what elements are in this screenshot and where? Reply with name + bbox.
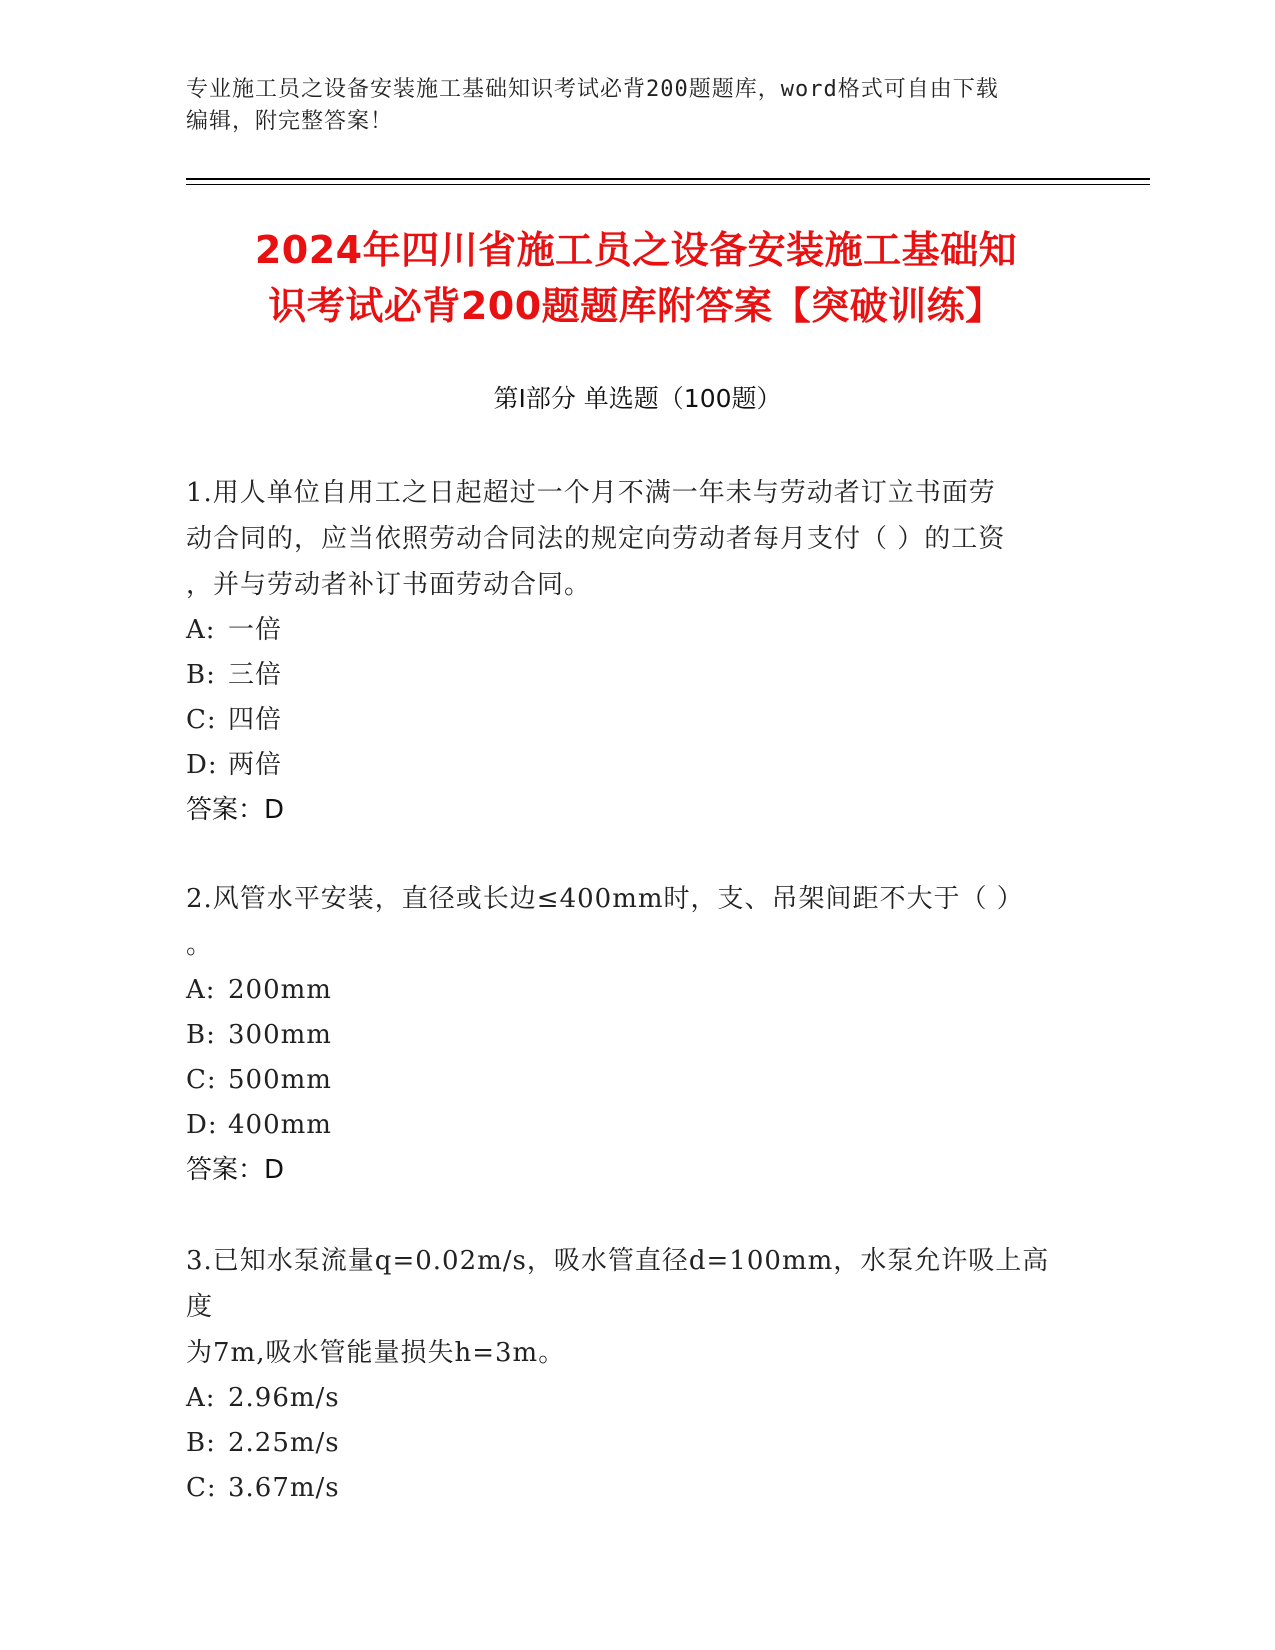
- question-2: [186, 876, 1066, 1192]
- option-letter: C:: [186, 1473, 217, 1503]
- option-text: 300mm: [228, 1020, 332, 1050]
- document-title-line-2: 识考试必背200题题库附答案【突破训练】: [268, 284, 1004, 328]
- option-letter: A:: [186, 1383, 216, 1413]
- section-heading: 第Ⅰ部分 单选题（100题）: [493, 384, 782, 413]
- option-letter: A:: [186, 615, 216, 645]
- option-letter: D:: [186, 750, 218, 780]
- option-text: 一倍: [228, 615, 283, 645]
- question-stem-line: 1.用人单位自用工之日起超过一个月不满一年未与劳动者订立书面劳: [186, 478, 996, 508]
- question-stem-line: ，并与劳动者补订书面劳动合同。: [186, 570, 592, 600]
- answer: 答案：D: [186, 1155, 285, 1185]
- option-text: 2.25m/s: [228, 1428, 340, 1458]
- option-d: [186, 1103, 1066, 1148]
- option-c: [186, 698, 1066, 743]
- document-title-line-1: 2024年四川省施工员之设备安装施工基础知: [254, 228, 1018, 272]
- option-b: [186, 1421, 1066, 1466]
- header-rule-thick: [186, 178, 1150, 180]
- option-a: [186, 1376, 1066, 1421]
- question-stem-line: 2.风管水平安装，直径或长边≤400mm时，支、吊架间距不大于（ ）: [186, 884, 1024, 914]
- option-d: [186, 743, 1066, 788]
- question-stem-line: 动合同的，应当依照劳动合同法的规定向劳动者每月支付（ ）的工资: [186, 524, 1006, 554]
- header-rule-thin: [186, 184, 1150, 185]
- document-title: [186, 222, 1086, 334]
- question-stem-line: 。: [186, 930, 214, 960]
- answer: 答案：D: [186, 795, 285, 825]
- option-text: 500mm: [228, 1065, 332, 1095]
- question-stem-line: 3.已知水泵流量q=0.02m/s，吸水管直径d=100mm，水泵允许吸上高度: [186, 1246, 1050, 1322]
- header-note-line-1: 专业施工员之设备安装施工基础知识考试必背200题题库，word格式可自由下载: [186, 77, 999, 102]
- option-b: [186, 1013, 1066, 1058]
- option-text: 2.96m/s: [228, 1383, 340, 1413]
- question-stem-line: 为7m,吸水管能量损失h=3m。: [186, 1338, 566, 1368]
- option-a: [186, 608, 1066, 653]
- option-letter: D:: [186, 1110, 218, 1140]
- option-letter: A:: [186, 975, 216, 1005]
- option-b: [186, 653, 1066, 698]
- header-note-line-2: 编辑，附完整答案！: [186, 109, 394, 134]
- question-3: [186, 1238, 1066, 1511]
- option-text: 两倍: [228, 750, 283, 780]
- option-text: 3.67m/s: [228, 1473, 340, 1503]
- option-a: [186, 968, 1066, 1013]
- option-letter: C:: [186, 1065, 217, 1095]
- option-letter: B:: [186, 1428, 216, 1458]
- question-1: [186, 470, 1066, 832]
- option-letter: B:: [186, 660, 216, 690]
- header-note: [186, 74, 1086, 138]
- option-text: 400mm: [228, 1110, 332, 1140]
- option-text: 200mm: [228, 975, 332, 1005]
- option-letter: C:: [186, 705, 217, 735]
- option-text: 三倍: [228, 660, 283, 690]
- option-letter: B:: [186, 1020, 216, 1050]
- option-c: [186, 1058, 1066, 1103]
- option-c: [186, 1466, 1066, 1511]
- option-text: 四倍: [228, 705, 283, 735]
